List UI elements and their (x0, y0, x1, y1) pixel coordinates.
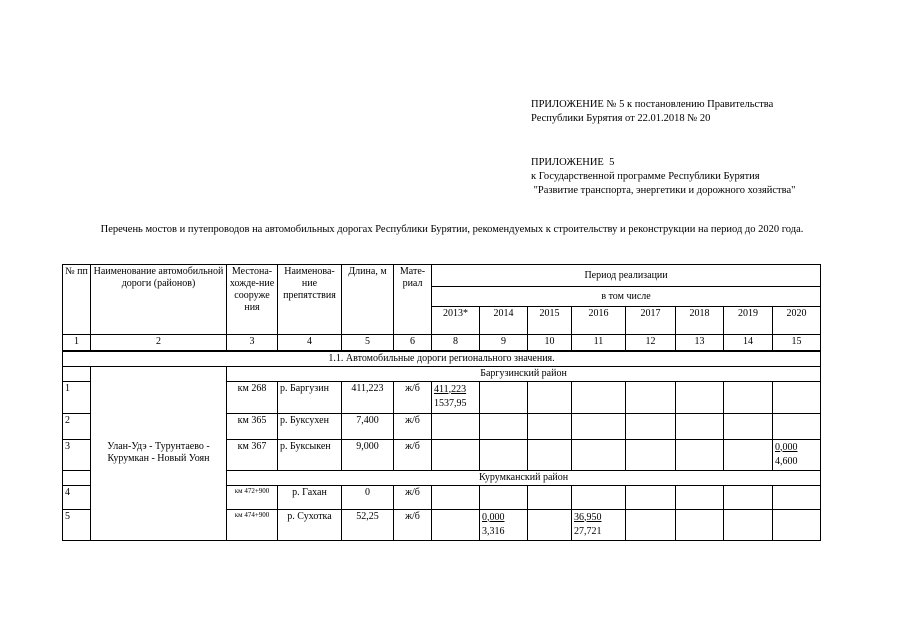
value-top: 411,223 (434, 383, 467, 395)
program-header (531, 156, 795, 198)
header-location: Местона-хожде-ние сооруже ния (227, 265, 278, 335)
row-length: 7,400 (342, 413, 394, 439)
section-row (63, 351, 821, 367)
col-number: 14 (724, 335, 773, 351)
program-line-3: "Развитие транспорта, энергетики и дорожного хозяйства" (531, 185, 796, 196)
value-bottom: 1537,95 (434, 397, 467, 409)
value-top: 36,950 (574, 511, 602, 523)
value-bottom: 27,721 (574, 525, 602, 537)
district-row (63, 366, 821, 381)
appendix-header (531, 98, 773, 126)
value-top: 0,000 (482, 511, 505, 523)
row-num: 3 (63, 439, 91, 470)
year-2013: 2013* (432, 307, 480, 335)
row-material: ж/б (394, 413, 432, 439)
appendix-line-2: Республики Бурятия от 22.01.2018 № 20 (531, 113, 711, 124)
row-obstacle: р. Сухотка (278, 509, 342, 540)
column-number-row (63, 335, 821, 351)
col-number: 4 (278, 335, 342, 351)
year-2014: 2014 (480, 307, 528, 335)
row-length: 9,000 (342, 439, 394, 470)
row-obstacle: р. Гахан (278, 485, 342, 509)
row-year-value (572, 509, 626, 540)
district-name: Баргузинский район (227, 366, 821, 381)
header-material: Мате-риал (394, 265, 432, 335)
year-2020: 2020 (773, 307, 821, 335)
row-num: 2 (63, 413, 91, 439)
header-including: в том числе (432, 287, 821, 307)
row-material: ж/б (394, 509, 432, 540)
section-title: 1.1. Автомобильные дороги регионального значения. (63, 351, 821, 367)
row-num: 5 (63, 509, 91, 540)
row-year-value (773, 439, 821, 470)
row-location: км 472+900 (227, 485, 278, 509)
row-location: км 268 (227, 381, 278, 413)
header-num: № пп (63, 265, 91, 335)
col-number: 9 (480, 335, 528, 351)
col-number: 15 (773, 335, 821, 351)
document-title: Перечень мостов и путепроводов на автомобильных дорогах Республики Бурятии, рекомендуемых к строительству и реконструкции на период до 2020 года. (100, 224, 804, 235)
col-number: 2 (91, 335, 227, 351)
year-2016: 2016 (572, 307, 626, 335)
year-2017: 2017 (626, 307, 676, 335)
row-num: 4 (63, 485, 91, 509)
year-2018: 2018 (676, 307, 724, 335)
row-num: 1 (63, 381, 91, 413)
value-bottom: 4,600 (775, 455, 798, 467)
col-number: 6 (394, 335, 432, 351)
col-number: 5 (342, 335, 394, 351)
header-obstacle: Наименова-ние препятствия (278, 265, 342, 335)
row-material: ж/б (394, 485, 432, 509)
col-number: 11 (572, 335, 626, 351)
year-2015: 2015 (528, 307, 572, 335)
header-length: Длина, м (342, 265, 394, 335)
col-number: 10 (528, 335, 572, 351)
row-year-value (480, 509, 528, 540)
col-number: 1 (63, 335, 91, 351)
row-obstacle: р. Буксыкен (278, 439, 342, 470)
row-material: ж/б (394, 381, 432, 413)
row-length: 411,223 (342, 381, 394, 413)
bridges-table (62, 264, 821, 541)
col-number: 8 (432, 335, 480, 351)
year-2019: 2019 (724, 307, 773, 335)
row-length: 0 (342, 485, 394, 509)
road-name: Улан-Удэ - Турунтаево - Курумкан - Новый Уоян (91, 366, 227, 540)
row-length: 52,25 (342, 509, 394, 540)
header-row-1 (63, 265, 821, 287)
row-year-value (432, 381, 480, 413)
district-name: Курумканский район (227, 470, 821, 485)
value-bottom: 3,316 (482, 525, 505, 537)
row-location: км 367 (227, 439, 278, 470)
header-period: Период реализации (432, 265, 821, 287)
col-number: 3 (227, 335, 278, 351)
col-number: 12 (626, 335, 676, 351)
col-number: 13 (676, 335, 724, 351)
program-line-1: ПРИЛОЖЕНИЕ 5 (531, 157, 615, 168)
row-location: км 474+900 (227, 509, 278, 540)
row-material: ж/б (394, 439, 432, 470)
program-line-2: к Государственной программе Республики Бурятия (531, 171, 760, 182)
header-road: Наименование автомобильной дороги (районов) (91, 265, 227, 335)
row-obstacle: р. Буксухен (278, 413, 342, 439)
value-top: 0,000 (775, 441, 798, 453)
row-location: км 365 (227, 413, 278, 439)
appendix-line-1: ПРИЛОЖЕНИЕ № 5 к постановлению Правительства (531, 99, 774, 110)
row-obstacle: р. Баргузин (278, 381, 342, 413)
